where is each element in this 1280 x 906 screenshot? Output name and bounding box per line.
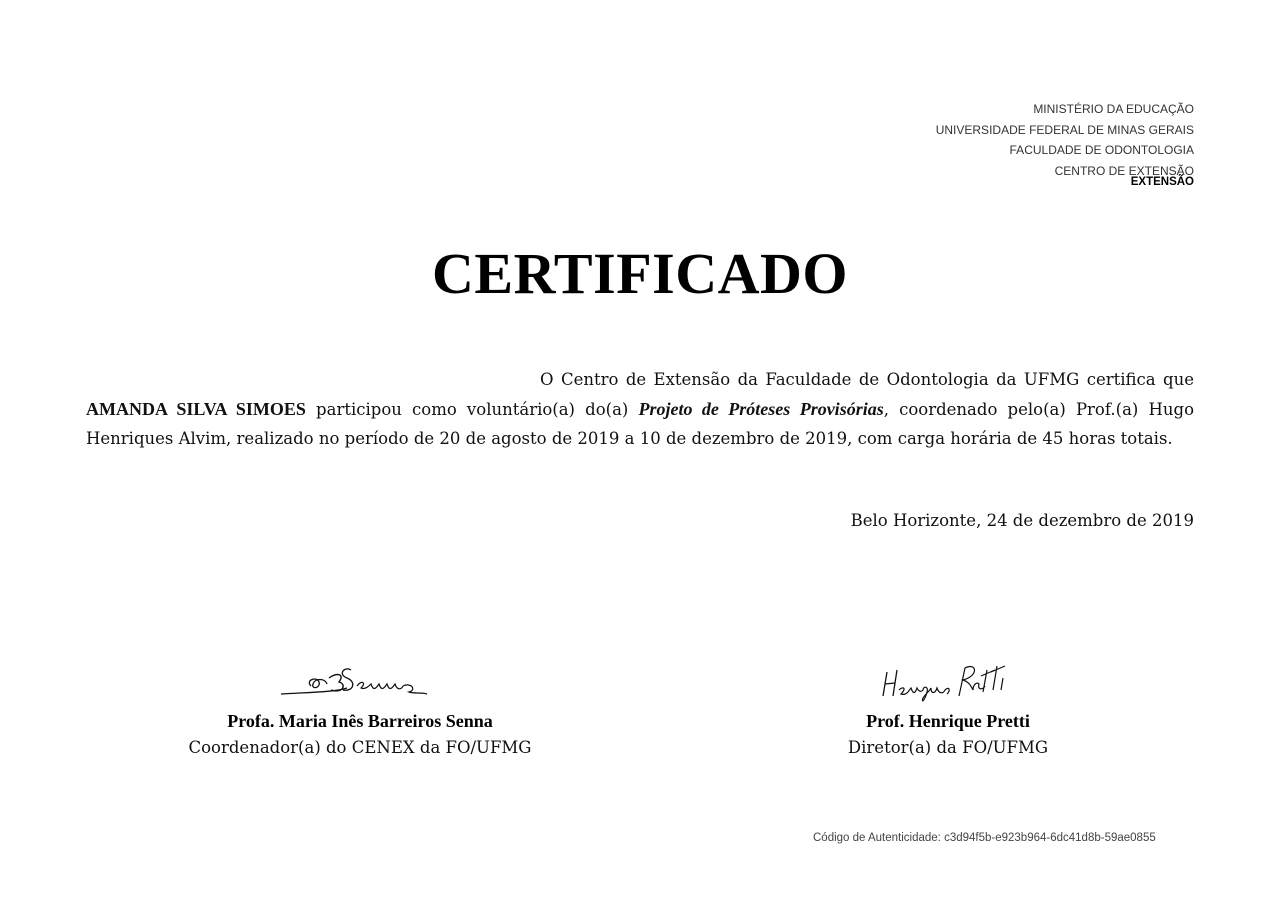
signature-block-director: [748, 640, 1148, 762]
header-extension: EXTENSÃO: [1130, 176, 1194, 188]
signature-senna-image: [275, 656, 445, 706]
authenticity-code: Código de Autenticidade: c3d94f5b-e923b964-6dc41d8b-59ae0855: [813, 832, 1156, 844]
body-ending: , coordenado pelo(a) Prof.(a) Hugo Henriques Alvim, realizado no período de 20 de agosto de 2019 a 10 de dezembro de 2019, com carga horária de 45 horas totais.: [86, 399, 1195, 448]
director-role: Diretor(a) da FO/UFMG: [847, 738, 1049, 757]
signature-director: [748, 640, 1148, 706]
participant-name: AMANDA SILVA SIMOES: [86, 398, 306, 419]
header-faculty: FACULDADE DE ODONTOLOGIA: [1009, 143, 1194, 157]
signature-pretti-image: [873, 656, 1023, 706]
place-date: Belo Horizonte, 24 de dezembro de 2019: [850, 511, 1194, 530]
body-intro: O Centro de Extensão da Faculdade de Odontologia da UFMG certifica que: [540, 370, 1194, 389]
body-middle: participou como voluntário(a) do(a): [316, 399, 629, 419]
signature-senna-text: Senna: [275, 656, 278, 657]
project-name: Projeto de Próteses Provisórias: [638, 398, 884, 419]
institution-header: [936, 99, 1194, 188]
certificate-body: [86, 365, 1194, 454]
header-center: CENTRO DE EXTENSÃO: [1054, 163, 1194, 178]
signature-block-coordinator: [160, 640, 560, 762]
coordinator-role: Coordenador(a) do CENEX da FO/UFMG: [188, 738, 532, 757]
header-ministry: MINISTÉRIO DA EDUCAÇÃO: [1033, 102, 1194, 116]
signature-coordinator: [160, 640, 560, 706]
certificate-title: CERTIFICADO: [432, 241, 848, 306]
director-name: Prof. Henrique Pretti: [866, 711, 1030, 731]
signature-pretti-text: Henrique Pretti: [873, 656, 880, 657]
header-university: UNIVERSIDADE FEDERAL DE MINAS GERAIS: [935, 122, 1194, 137]
coordinator-name: Profa. Maria Inês Barreiros Senna: [227, 711, 493, 731]
